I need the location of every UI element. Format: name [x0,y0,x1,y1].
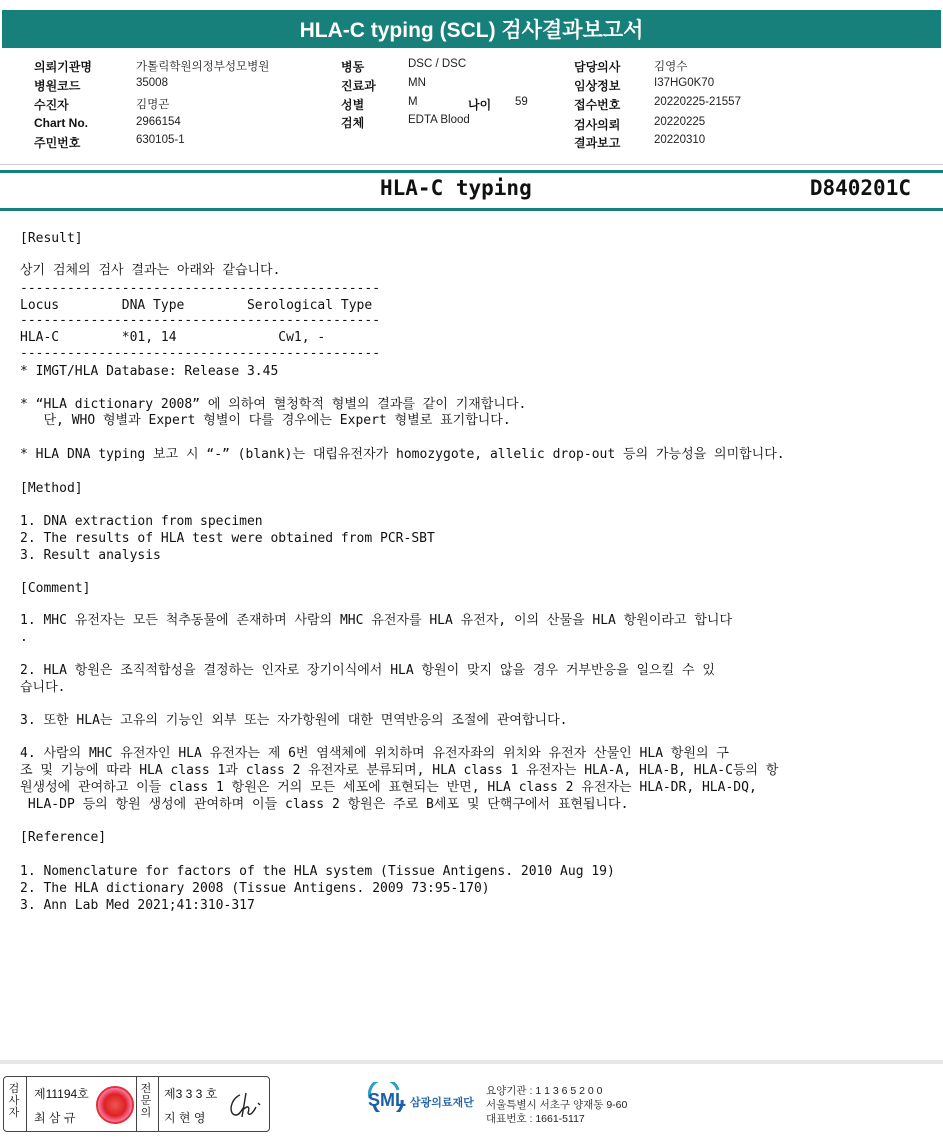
value-age: 59 [515,96,528,108]
value-ward: DSC / DSC [408,58,467,70]
label-sex: 성별 [341,98,365,112]
comment-item: 1. MHC 유전자는 모든 척추동물에 존재하며 사람의 MHC 유전자를 HLA 유전자, 이의 산물을 HLA 항원이라고 합니다 [20,613,733,628]
label-age: 나이 [468,98,492,112]
patient-info [0,50,943,162]
box-divider [158,1077,159,1131]
reference-item: 1. Nomenclature for factors of the HLA system (Tissue Antigens. 2010 Aug 19) [20,864,615,879]
specialist-name: 지 현 영 [164,1111,206,1125]
label-hospital-code: 병원코드 [34,79,81,93]
table-divider: ---------------------------------------------- [20,313,381,328]
result-heading: [Result] [20,231,83,246]
box-divider [136,1077,137,1131]
comment-item: 4. 사람의 MHC 유전자인 HLA 유전자는 제 6번 염색체에 위치하며 유전자좌의 위치와 유전자 산물인 HLA 항원의 구 [20,746,729,761]
examiner-name: 최 삼 규 [34,1111,76,1125]
label-doctor: 담당의사 [574,60,621,74]
reference-item: 3. Ann Lab Med 2021;41:310-317 [20,898,255,913]
org-address: 서울특별시 서초구 양재동 9-60 [486,1099,628,1111]
sml-logo: SML [368,1090,406,1110]
label-specimen: 검체 [341,116,365,130]
comment-item-cont: HLA-DP 등의 항원 생성에 관여하며 이들 class 2 항원은 주로 B세포 및 단핵구에서 표현됩니다. [20,797,629,812]
value-department: MN [408,77,426,89]
value-resident-no: 630105-1 [136,134,185,146]
comment-item: 2. HLA 항원은 조직적합성을 결정하는 인자로 장기이식에서 HLA 항원이 맞지 않을 경우 거부반응을 일으킬 수 있 [20,663,715,678]
label-institution: 의뢰기관명 [34,60,92,74]
specialist-label: 전문의 [140,1083,152,1119]
result-intro: 상기 검체의 검사 결과는 아래와 같습니다. [20,263,281,278]
divider [0,170,943,173]
divider [0,164,943,165]
org-phone: 대표번호 : 1661-5117 [486,1113,585,1125]
examiner-license: 제11194호 [34,1087,89,1101]
method-item: 3. Result analysis [20,548,161,563]
value-institution: 가톨릭학원의정부성모병원 [136,61,270,73]
signature-icon [226,1089,264,1121]
comment-item: 3. 또한 HLA는 고유의 기능인 외부 또는 자가항원에 대한 면역반응의 조절에 관여합니다. [20,713,568,728]
method-item: 1. DNA extraction from specimen [20,514,263,529]
value-receipt-no: 20220225-21557 [654,96,741,108]
reference-heading: [Reference] [20,830,107,845]
value-specimen: EDTA Blood [408,114,470,126]
comment-item-cont: . [20,630,28,645]
reference-item: 2. The HLA dictionary 2008 (Tissue Antigens. 2009 73:95-170) [20,881,490,896]
test-code: D840201C [809,176,911,200]
org-code: 요양기관 : 1 1 3 6 5 2 0 0 [486,1085,603,1097]
note-dictionary-cont: 단, WHO 형별과 Expert 형별이 다를 경우에는 Expert 형별로 표기합니다. [20,413,511,428]
label-receipt-no: 접수번호 [574,98,621,112]
examiner-label: 검사자 [8,1083,20,1119]
value-report-date: 20220310 [654,134,706,146]
value-clinical-info: I37HG0K70 [654,77,715,89]
note-dictionary: * “HLA dictionary 2008” 에 의하여 혈청학적 형별의 결과를 같이 기재합니다. [20,397,527,412]
table-divider: ---------------------------------------------- [20,346,381,361]
value-request-date: 20220225 [654,116,706,128]
label-patient: 수진자 [34,98,69,112]
value-doctor: 김영수 [654,61,688,73]
method-item: 2. The results of HLA test were obtained from PCR-SBT [20,531,435,546]
value-sex: M [408,96,418,108]
value-chart-no: 2966154 [136,116,181,128]
label-ward: 병동 [341,60,365,74]
specialist-license: 제3 3 3 호 [164,1087,218,1101]
table-divider: ---------------------------------------------- [20,281,381,296]
comment-item-cont: 원생성에 관여하고 이들 class 1 항원은 거의 모든 세포에 표현되는 반면, HLA class 2 유전자는 HLA-DR, HLA-DQ, [20,780,757,795]
comment-item-cont: 조 및 기능에 따라 HLA class 1과 class 2 유전자로 분류되며, HLA class 1 유전자는 HLA-A, HLA-B, HLA-C등의 항 [20,763,779,778]
table-header: Locus DNA Type Serological Type [20,298,373,313]
label-request-date: 검사의뢰 [574,118,621,132]
label-report-date: 결과보고 [574,136,621,150]
value-patient: 김명곤 [136,99,170,111]
table-row: HLA-C *01, 14 Cw1, - [20,330,326,345]
label-chart-no: Chart No. [34,116,88,130]
signature-box [3,1076,270,1132]
divider [0,208,943,211]
comment-heading: [Comment] [20,581,91,596]
label-department: 진료과 [341,79,376,93]
report-title: HLA-C typing (SCL) 검사결과보고서 [2,10,941,48]
org-name: 삼광의료재단 [410,1097,474,1109]
note-database: * IMGT/HLA Database: Release 3.45 [20,364,279,379]
footer-divider [0,1060,943,1064]
label-resident-no: 주민번호 [34,136,81,150]
value-hospital-code: 35008 [136,77,168,89]
comment-item-cont: 습니다. [20,680,66,695]
test-name: HLA-C typing [380,176,532,200]
examiner-seal [96,1086,134,1124]
box-divider [26,1077,27,1131]
label-clinical-info: 임상정보 [574,79,621,93]
note-blank: * HLA DNA typing 보고 시 “-” (blank)는 대립유전자가 homozygote, allelic drop-out 등의 가능성을 의미합니다. [20,447,785,462]
method-heading: [Method] [20,481,83,496]
